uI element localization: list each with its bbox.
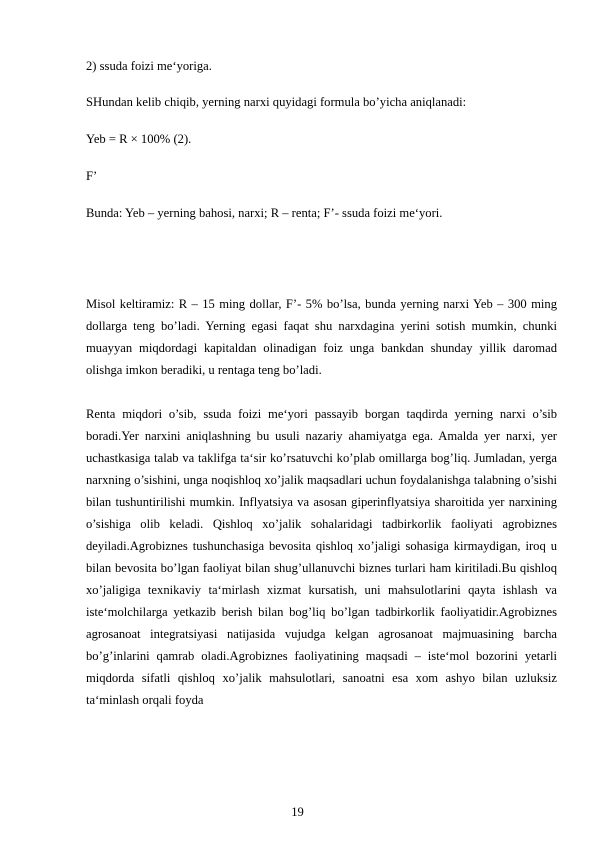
text-line-formula-intro: SHundan kelib chiqib, yerning narxi quyidagi formula bo’yicha aniqlanadi: [86,95,467,109]
text-line-ssuda-foizi: 2) ssuda foizi me‘yoriga. [86,59,212,73]
text-line-definitions: Bunda: Yeb – yerning bahosi, narxi; R – renta; F’- ssuda foizi me‘yori. [86,206,443,220]
formula-line: Yeb = R × 100% (2). [86,132,192,146]
paragraph-example: Misol keltiramiz: R – 15 ming dollar, F’- 5% bo’lsa, bunda yerning narxi Yeb – 300 ming dollarga teng bo’ladi. Yerning egasi faqat shu narxdagina yerini sotish mumkin, chunki muayyan miqdordagi kapitaldan olinadigan foiz unga bankdan shunday yillik daromad olishga imkon beradiki, u rentaga teng bo’ladi. [86,297,557,377]
formula-denominator: F’ [86,169,98,183]
paragraph-renta-agrobiznes: Renta miqdori o’sib, ssuda foizi me‘yori passayib borgan taqdirda yerning narxi o’sib boradi.Yer narxini aniqlashning bu usuli nazariy ahamiyatga ega. Amalda yer narxi, yer uchastkasiga talab va taklifga ta‘sir ko’rsatuvchi ko’plab omillarga bog’liq. Jumladan, yerga narxning o’sishini, unga noqishloq xo’jalik maqsadlari uchun foydalanishga talabning o’sishi bilan tushuntirilishi mumkin. Inflyatsiya va asosan giperinflyatsiya sharoitida yer narxining o’sishiga olib keladi. Qishloq xo’jalik sohalaridagi tadbirkorlik faoliyati agrobiznes deyiladi.Agrobiznes tushunchasiga bevosita qishloq xo’jaligi sohasiga kirmaydigan, iroq u bilan bevosita bo’lgan faoliyat bilan shug’ullanuvchi biznes turlari ham kiritiladi.Bu qishloq xo’jaligiga texnikaviy ta‘mirlash xizmat kursatish, uni mahsulotlarini qayta ishlash va iste‘molchilarga yetkazib berish bilan bog’liq bo’lgan tadbirkorlik faoliyatidir.Agrobiznes agrosanoat integratsiyasi natijasida vujudga kelgan agrosanoat majmuasining barcha bo’g’inlarini qamrab oladi.Agrobiznes faoliyatining maqsadi – iste‘mol bozorini yetarli miqdorda sifatli qishloq xo’jalik mahsulotlari, sanoatni esa xom ashyo bilan uzluksiz ta‘minlash orqali foyda [86,407,557,707]
page-number: 19 [291,805,304,819]
